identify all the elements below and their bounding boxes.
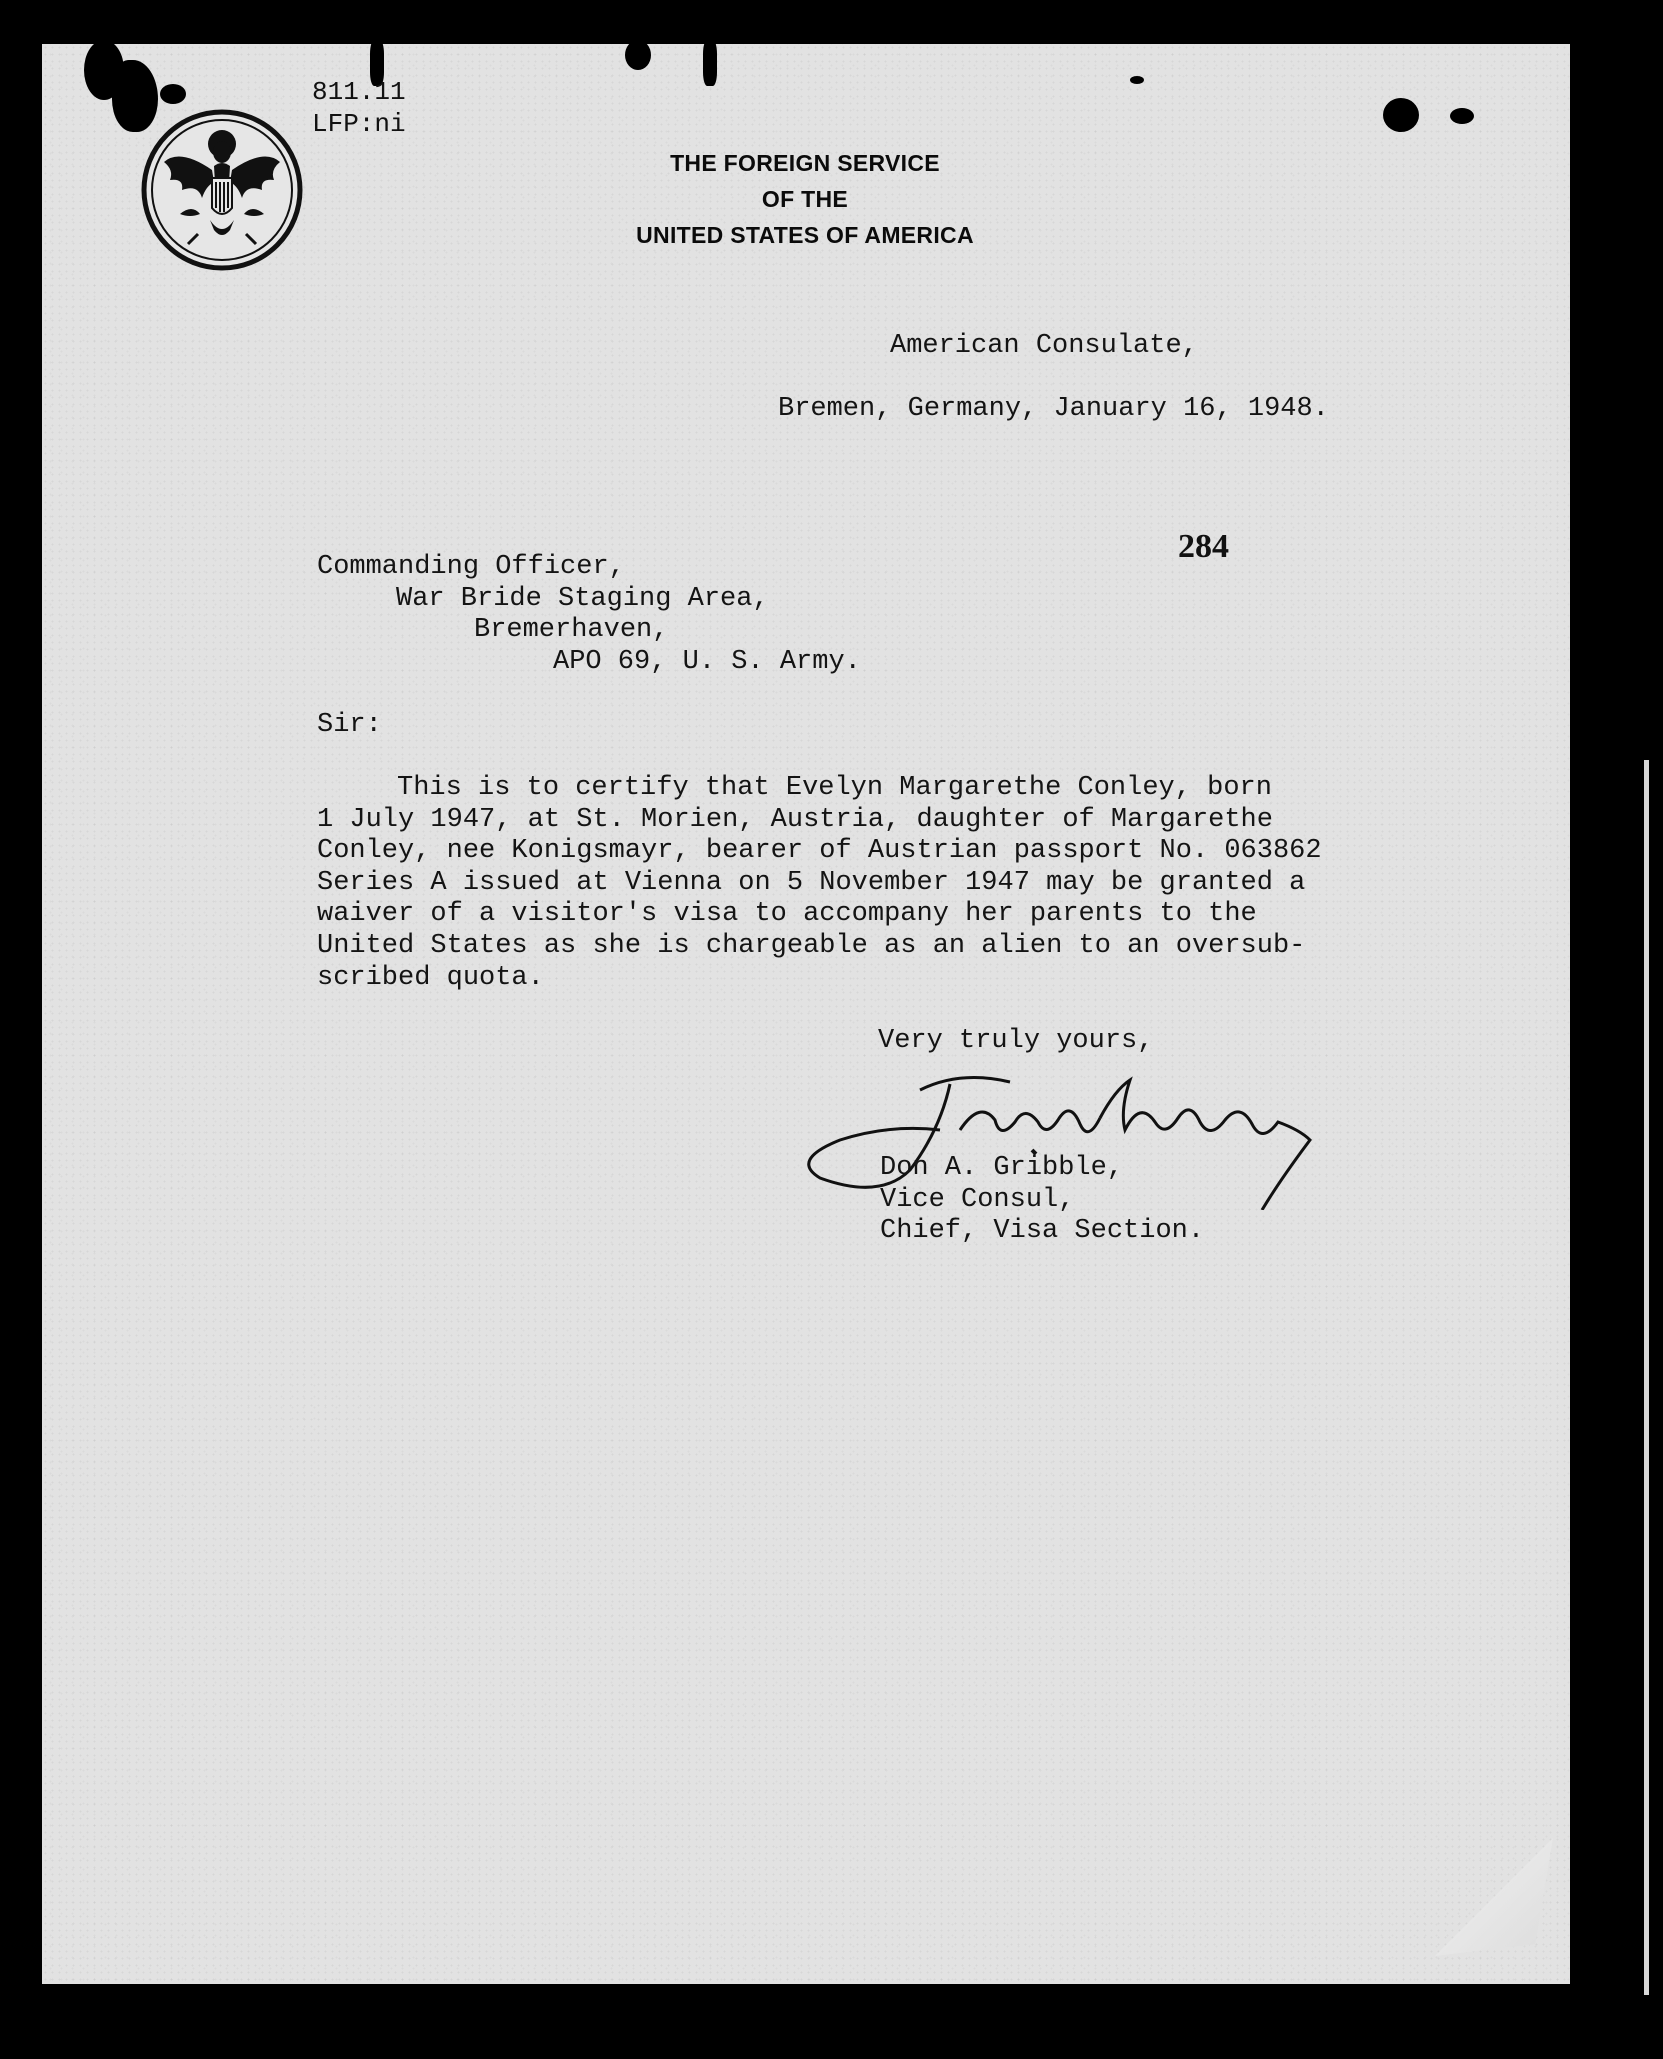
damage-mark: [1383, 98, 1419, 132]
salutation: Sir:: [317, 710, 382, 740]
signatory-section: Chief, Visa Section.: [880, 1216, 1205, 1246]
recipient-line: Commanding Officer,: [317, 552, 625, 582]
damage-mark: [1450, 108, 1474, 124]
letterhead-line: UNITED STATES OF AMERICA: [636, 222, 974, 248]
great-seal-eagle-icon: [140, 108, 304, 272]
damage-mark: [625, 40, 651, 70]
place-and-date: Bremen, Germany, January 16, 1948.: [778, 394, 1329, 424]
letterhead: [590, 145, 1020, 253]
file-reference: [312, 76, 406, 140]
body-line: scribed quota.: [317, 963, 544, 993]
document-number: 284: [1178, 528, 1229, 565]
body-line: United States as she is chargeable as an alien to an oversub-: [317, 931, 1306, 961]
recipient-line: APO 69, U. S. Army.: [553, 647, 861, 677]
closing: Very truly yours,: [878, 1026, 1154, 1056]
recipient-line: War Bride Staging Area,: [396, 584, 769, 614]
page-edge-strip: [1644, 760, 1649, 1995]
body-line: waiver of a visitor's visa to accompany her parents to the: [317, 899, 1257, 929]
sender-office: American Consulate,: [890, 331, 1198, 361]
file-code-line: 811.11: [312, 77, 406, 107]
damage-mark: [1130, 76, 1144, 84]
signatory-title: Vice Consul,: [880, 1185, 1075, 1215]
body-line: Conley, nee Konigsmayr, bearer of Austrian passport No. 063862: [317, 836, 1322, 866]
damage-mark: [703, 40, 717, 86]
damage-mark: [160, 84, 186, 104]
body-line: Series A issued at Vienna on 5 November 1947 may be granted a: [317, 868, 1306, 898]
recipient-line: Bremerhaven,: [474, 615, 669, 645]
letterhead-line: THE FOREIGN SERVICE: [670, 150, 940, 176]
body-line: 1 July 1947, at St. Morien, Austria, daughter of Margarethe: [317, 805, 1273, 835]
body-line: This is to certify that Evelyn Margarethe Conley, born: [397, 773, 1272, 803]
letterhead-line: OF THE: [761, 186, 849, 212]
letter-page: [42, 44, 1570, 1984]
file-initials-line: LFP:ni: [312, 109, 406, 139]
signatory-name: Don A. Gribble,: [880, 1153, 1124, 1183]
